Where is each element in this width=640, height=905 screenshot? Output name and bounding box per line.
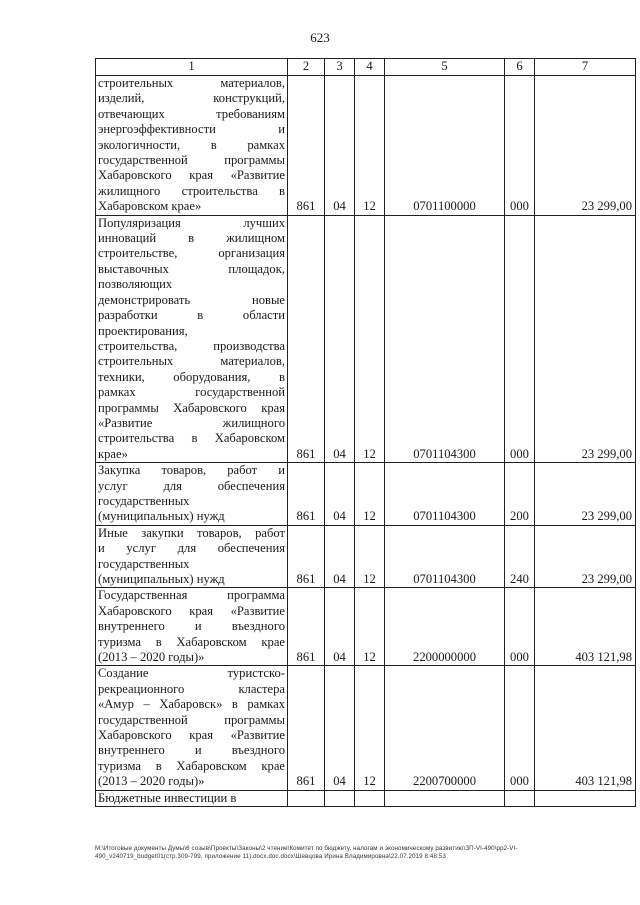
- footer-path-line-2: 490_v240719_budget01(стр.309-799, приложение 11).docx.doc.docx\Шевцова Ирина Владимировна\22.07.2019 8:48:53: [95, 853, 446, 860]
- table-row: [96, 666, 636, 790]
- grbs-code-cell: 861: [288, 76, 325, 216]
- description-line: Создание туристско-: [98, 666, 285, 681]
- description-line: (муниципальных) нужд: [98, 572, 225, 586]
- budget-table: [95, 58, 636, 807]
- description-line: инноваций в жилищном: [98, 231, 285, 246]
- description-line: туризма в Хабаровском крае: [98, 634, 285, 649]
- amount-cell: [535, 790, 636, 806]
- grbs-code-cell: 861: [288, 588, 325, 666]
- description-line: туризма в Хабаровском крае: [98, 758, 285, 773]
- description-line: внутреннего и въездного: [98, 619, 285, 634]
- description-line: техники, оборудования, в: [98, 369, 285, 384]
- grbs-code-cell: 861: [288, 215, 325, 463]
- description-line: строительных материалов,: [98, 354, 285, 369]
- section-code-cell: 04: [325, 666, 355, 790]
- description-line: (2013 – 2020 годы)»: [98, 650, 205, 665]
- description-line: проектирования,: [98, 323, 188, 338]
- row-description: [96, 666, 288, 790]
- description-line: отвечающих требованиям: [98, 106, 285, 121]
- col-header-3: 3: [325, 59, 355, 76]
- description-line: и услуг для обеспечения: [98, 541, 285, 556]
- col-header-1: 1: [96, 59, 288, 76]
- description-line: (муниципальных) нужд: [98, 509, 225, 524]
- row-description: [96, 76, 288, 216]
- amount-cell: 23 299,00: [535, 76, 636, 216]
- row-description: [96, 463, 288, 526]
- table-row: [96, 463, 636, 526]
- amount-cell: 403 121,98: [535, 588, 636, 666]
- description-line: Хабаровского края «Развитие: [98, 168, 285, 183]
- description-line: государственной программы: [98, 153, 285, 168]
- table-row: [96, 76, 636, 216]
- description-line: государственных: [98, 556, 190, 571]
- description-line: Государственная программа: [98, 588, 285, 603]
- subsection-code-cell: 12: [355, 463, 385, 526]
- expense-type-cell: 000: [505, 588, 535, 666]
- expense-type-cell: 000: [505, 666, 535, 790]
- description-line: «Развитие жилищного: [98, 415, 285, 430]
- target-article-cell: [385, 790, 505, 806]
- description-line: услуг для обеспечения: [98, 478, 285, 493]
- description-line: Бюджетные инвестиции в: [98, 790, 237, 805]
- description-line: внутреннего и въездного: [98, 743, 285, 758]
- col-header-6: 6: [505, 59, 535, 76]
- section-code-cell: [325, 790, 355, 806]
- subsection-code-cell: 12: [355, 76, 385, 216]
- col-header-7: 7: [535, 59, 636, 76]
- row-description: [96, 215, 288, 463]
- description-line: изделий, конструкций,: [98, 91, 285, 106]
- section-code-cell: 04: [325, 76, 355, 216]
- description-line: «Амур – Хабаровск» в рамках: [98, 697, 285, 712]
- subsection-code-cell: 12: [355, 525, 385, 588]
- col-header-5: 5: [385, 59, 505, 76]
- col-header-2: 2: [288, 59, 325, 76]
- description-line: рамках государственной: [98, 385, 285, 400]
- amount-cell: 23 299,00: [535, 525, 636, 588]
- amount-cell: 403 121,98: [535, 666, 636, 790]
- description-line: Популяризация лучших: [98, 215, 285, 230]
- expense-type-cell: 000: [505, 76, 535, 216]
- amount-cell: 23 299,00: [535, 463, 636, 526]
- description-line: Иные закупки товаров, работ: [98, 525, 285, 540]
- description-line: разработки в области: [98, 308, 285, 323]
- description-line: жилищного строительства в: [98, 183, 285, 198]
- table-row: [96, 215, 636, 463]
- grbs-code-cell: [288, 790, 325, 806]
- description-line: (2013 – 2020 годы)»: [98, 774, 205, 789]
- footer-path-line-1: M:\Итоговые документы Думы\6 созыв\Проекты\Законы\2 чтение\Комитет по бюджету, налогам и экономическому развитию\ЗП-VI-490\рр2-VI-: [95, 845, 518, 852]
- description-line: позволяющих: [98, 277, 173, 292]
- section-code-cell: 04: [325, 525, 355, 588]
- description-line: программы Хабаровского края: [98, 400, 285, 415]
- expense-type-cell: 000: [505, 215, 535, 463]
- row-description: [96, 790, 288, 806]
- grbs-code-cell: 861: [288, 463, 325, 526]
- subsection-code-cell: 12: [355, 588, 385, 666]
- section-code-cell: 04: [325, 588, 355, 666]
- expense-type-cell: [505, 790, 535, 806]
- expense-type-cell: 240: [505, 525, 535, 588]
- description-line: выставочных площадок,: [98, 261, 285, 276]
- expense-type-cell: 200: [505, 463, 535, 526]
- description-line: демонстрировать новые: [98, 292, 285, 307]
- description-line: Закупка товаров, работ и: [98, 463, 285, 478]
- description-line: Хабаровского края «Развитие: [98, 603, 285, 618]
- table-row: [96, 790, 636, 806]
- description-line: Хабаровского края «Развитие: [98, 728, 285, 743]
- description-line: экологичности, в рамках: [98, 137, 285, 152]
- description-line: Хабаровском крае»: [98, 199, 202, 214]
- col-header-4: 4: [355, 59, 385, 76]
- target-article-cell: 2200000000: [385, 588, 505, 666]
- subsection-code-cell: 12: [355, 666, 385, 790]
- table-header-row: [96, 59, 636, 76]
- grbs-code-cell: 861: [288, 666, 325, 790]
- row-description: [96, 525, 288, 588]
- page-number: 623: [310, 30, 330, 45]
- description-line: государственных: [98, 493, 190, 508]
- table-row: [96, 525, 636, 588]
- target-article-cell: 0701104300: [385, 525, 505, 588]
- amount-cell: 23 299,00: [535, 215, 636, 463]
- section-code-cell: 04: [325, 463, 355, 526]
- description-line: строительства в Хабаровском: [98, 431, 285, 446]
- description-line: крае»: [98, 446, 128, 461]
- subsection-code-cell: [355, 790, 385, 806]
- target-article-cell: 2200700000: [385, 666, 505, 790]
- target-article-cell: 0701104300: [385, 463, 505, 526]
- target-article-cell: 0701104300: [385, 215, 505, 463]
- document-footer: [95, 845, 615, 861]
- subsection-code-cell: 12: [355, 215, 385, 463]
- target-article-cell: 0701100000: [385, 76, 505, 216]
- grbs-code-cell: 861: [288, 525, 325, 588]
- section-code-cell: 04: [325, 215, 355, 463]
- description-line: строительстве, организация: [98, 246, 285, 261]
- description-line: строительства, производства: [98, 338, 285, 353]
- description-line: строительных материалов,: [98, 76, 285, 90]
- description-line: рекреационного кластера: [98, 681, 285, 696]
- description-line: энергоэффективности и: [98, 122, 285, 137]
- row-description: [96, 588, 288, 666]
- description-line: государственной программы: [98, 712, 285, 727]
- table-row: [96, 588, 636, 666]
